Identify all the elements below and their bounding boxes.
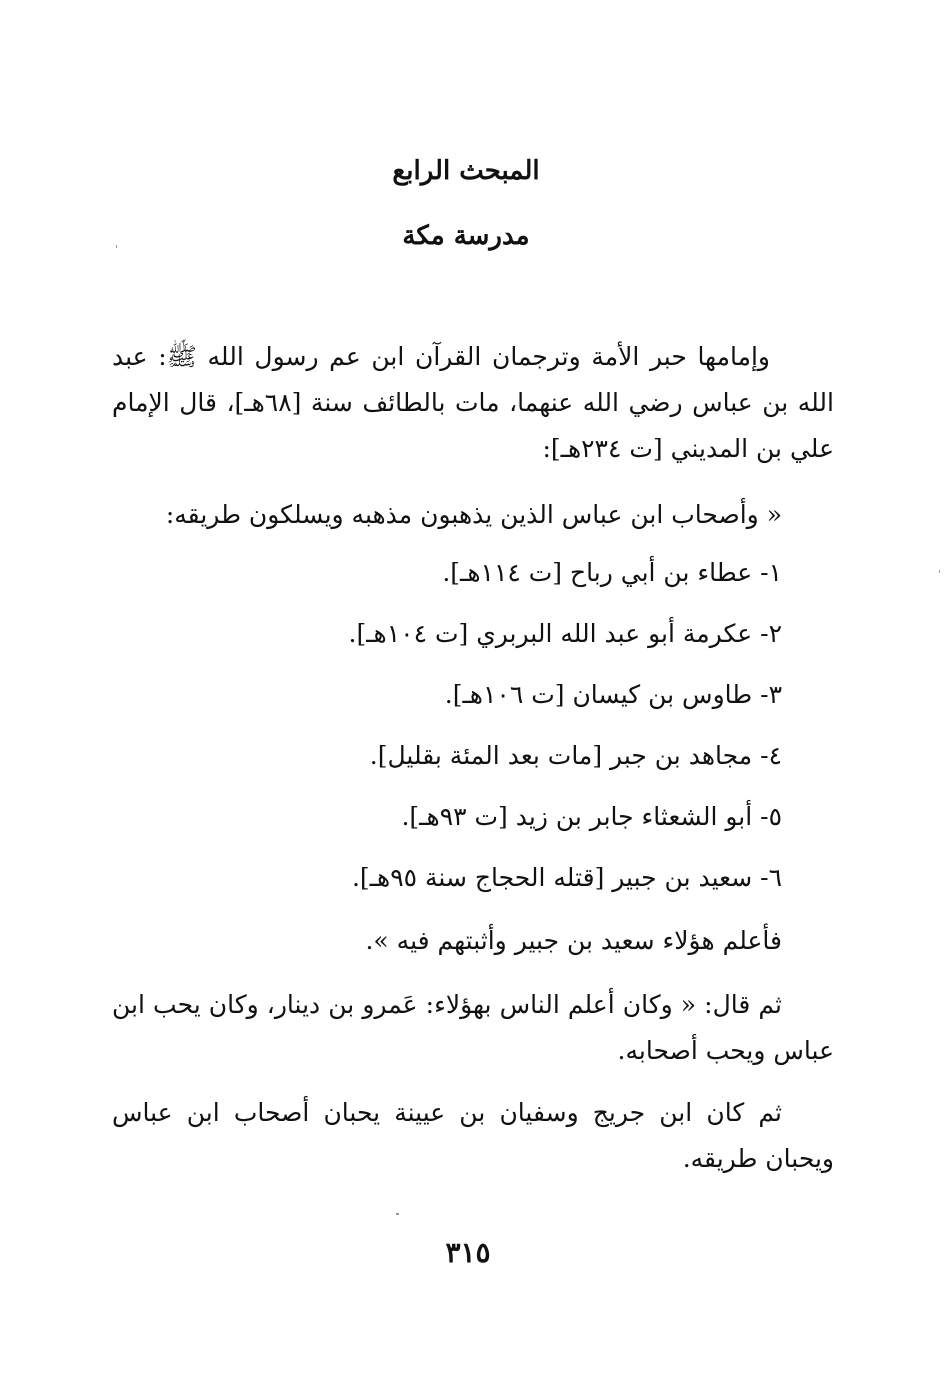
section-title: مدرسة مكة: [402, 221, 530, 251]
list-item: ٦- سعيد بن جبير [قتله الحجاج سنة ٩٥هـ].: [351, 863, 782, 892]
scan-speck: [396, 1213, 399, 1215]
scan-speck: [116, 245, 117, 248]
quote-opening: « وأصحاب ابن عباس الذين يذهبون مذهبه ويسلكون طريقه:: [165, 500, 782, 529]
page-number: ٣١٥: [445, 1236, 491, 1269]
then-said-paragraph: ثم قال: « وكان أعلم الناس بهؤلاء: عَمرو بن دينار، وكان يحب ابن عباس ويحب أصحابه.: [112, 990, 834, 1065]
list-item: ٣- طاوس بن كيسان [ت ١٠٦هـ].: [444, 680, 782, 709]
scan-speck: [939, 570, 940, 573]
quote-closing: فأعلم هؤلاء سعيد بن جبير وأثبتهم فيه ».: [365, 926, 782, 955]
then-was-paragraph: ثم كان ابن جريج وسفيان بن عيينة يحبان أصحاب ابن عباس ويحبان طريقه.: [112, 1098, 834, 1173]
chapter-heading: المبحث الرابع: [392, 156, 540, 186]
list-item: ٤- مجاهد بن جبر [مات بعد المئة بقليل].: [369, 741, 782, 770]
intro-paragraph: وإمامها حبر الأمة وترجمان القرآن ابن عم رسول الله ﷺ: عبد الله بن عباس رضي الله عنهما، مات بالطائف سنة [٦٨هـ]، قال الإمام علي بن المديني [ت ٢٣٤هـ]:: [112, 342, 834, 463]
list-item: ٥- أبو الشعثاء جابر بن زيد [ت ٩٣هـ].: [401, 802, 782, 831]
students-list: [142, 556, 782, 922]
list-item: ٢- عكرمة أبو عبد الله البربري [ت ١٠٤هـ].: [348, 619, 782, 648]
list-item: ١- عطاء بن أبي رباح [ت ١١٤هـ].: [442, 558, 782, 587]
